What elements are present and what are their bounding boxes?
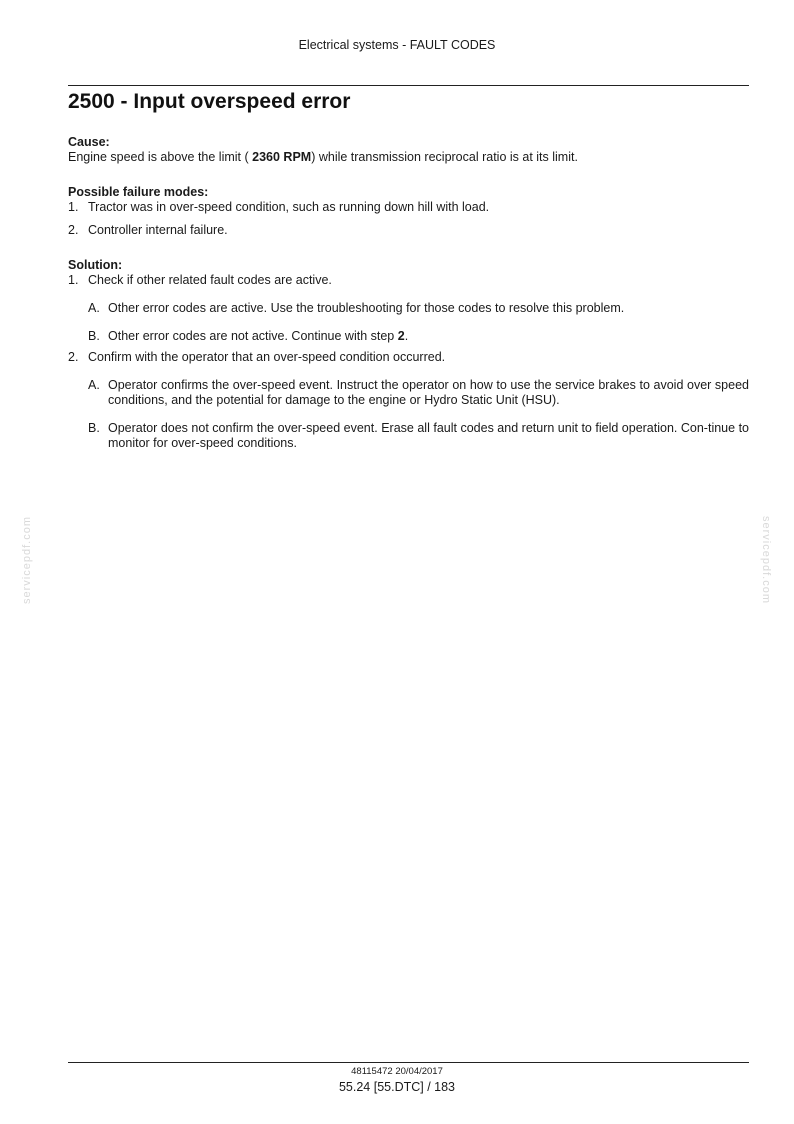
list-item-number: 2. bbox=[68, 223, 79, 237]
solution-label: Solution: bbox=[68, 258, 123, 272]
step-text: Check if other related fault codes are active. bbox=[88, 273, 332, 287]
sub-step bbox=[88, 301, 749, 316]
sub-step-text bbox=[108, 329, 749, 344]
sub-step bbox=[88, 421, 749, 451]
cause-section bbox=[68, 135, 749, 165]
list-item bbox=[68, 200, 749, 215]
step-number: 1. bbox=[68, 273, 79, 287]
footer-rule bbox=[68, 1062, 749, 1063]
step-1-options bbox=[88, 301, 749, 344]
step-text: Confirm with the operator that an over-speed condition occurred. bbox=[88, 350, 446, 364]
running-header: Electrical systems - FAULT CODES bbox=[298, 38, 496, 52]
sub-step-text-before: Other error codes are not active. Continue with step bbox=[108, 329, 398, 343]
list-item-number: 1. bbox=[68, 200, 79, 214]
footer-page-number: 55.24 [55.DTC] / 183 bbox=[338, 1080, 456, 1094]
list-item bbox=[68, 223, 749, 238]
sub-step-text-after: . bbox=[404, 329, 409, 343]
step-reference: 2 bbox=[397, 329, 405, 343]
sub-step-letter: B. bbox=[88, 421, 100, 435]
step-2-options bbox=[88, 378, 749, 451]
page-content bbox=[68, 88, 749, 451]
cause-text-before: Engine speed is above the limit ( bbox=[68, 150, 253, 164]
watermark-right: servicepdf.com bbox=[760, 516, 772, 604]
solution-step-1 bbox=[68, 273, 749, 344]
sub-step-letter: A. bbox=[88, 378, 100, 392]
cause-text bbox=[68, 150, 749, 165]
watermark-left: servicepdf.com bbox=[21, 516, 33, 604]
failure-modes-label: Possible failure modes: bbox=[68, 185, 209, 199]
fault-title: 2500 - Input overspeed error bbox=[68, 90, 351, 113]
header-rule bbox=[68, 85, 749, 86]
step-row bbox=[68, 273, 749, 288]
sub-step-text: Operator does not confirm the over-speed event. Erase all fault codes and return unit to field operation. Con-tinue to monitor for over-speed conditions. bbox=[108, 421, 749, 450]
sub-step-letter: A. bbox=[88, 301, 100, 315]
sub-step-text: Other error codes are active. Use the troubleshooting for those codes to resolve this problem. bbox=[108, 301, 625, 315]
solution-step-2 bbox=[68, 350, 749, 451]
step-number: 2. bbox=[68, 350, 79, 364]
cause-label: Cause: bbox=[68, 135, 110, 149]
cause-text-after: ) while transmission reciprocal ratio is at its limit. bbox=[311, 150, 578, 164]
sub-step bbox=[88, 329, 749, 344]
failure-modes-list bbox=[68, 200, 749, 238]
sub-step bbox=[88, 378, 749, 408]
footer-document-ref: 48115472 20/04/2017 bbox=[351, 1066, 443, 1077]
solution-steps-list bbox=[68, 273, 749, 451]
list-item-text: Tractor was in over-speed condition, such as running down hill with load. bbox=[88, 200, 490, 214]
step-row bbox=[68, 350, 749, 365]
sub-step-letter: B. bbox=[88, 329, 100, 343]
rpm-limit-value: 2360 RPM bbox=[252, 150, 312, 164]
list-item-text: Controller internal failure. bbox=[88, 223, 228, 237]
sub-step-text: Operator confirms the over-speed event. Instruct the operator on how to use the service brakes to avoid over speed conditions, and the potential for damage to the engine or Hydro Static Unit (HSU). bbox=[108, 378, 749, 407]
